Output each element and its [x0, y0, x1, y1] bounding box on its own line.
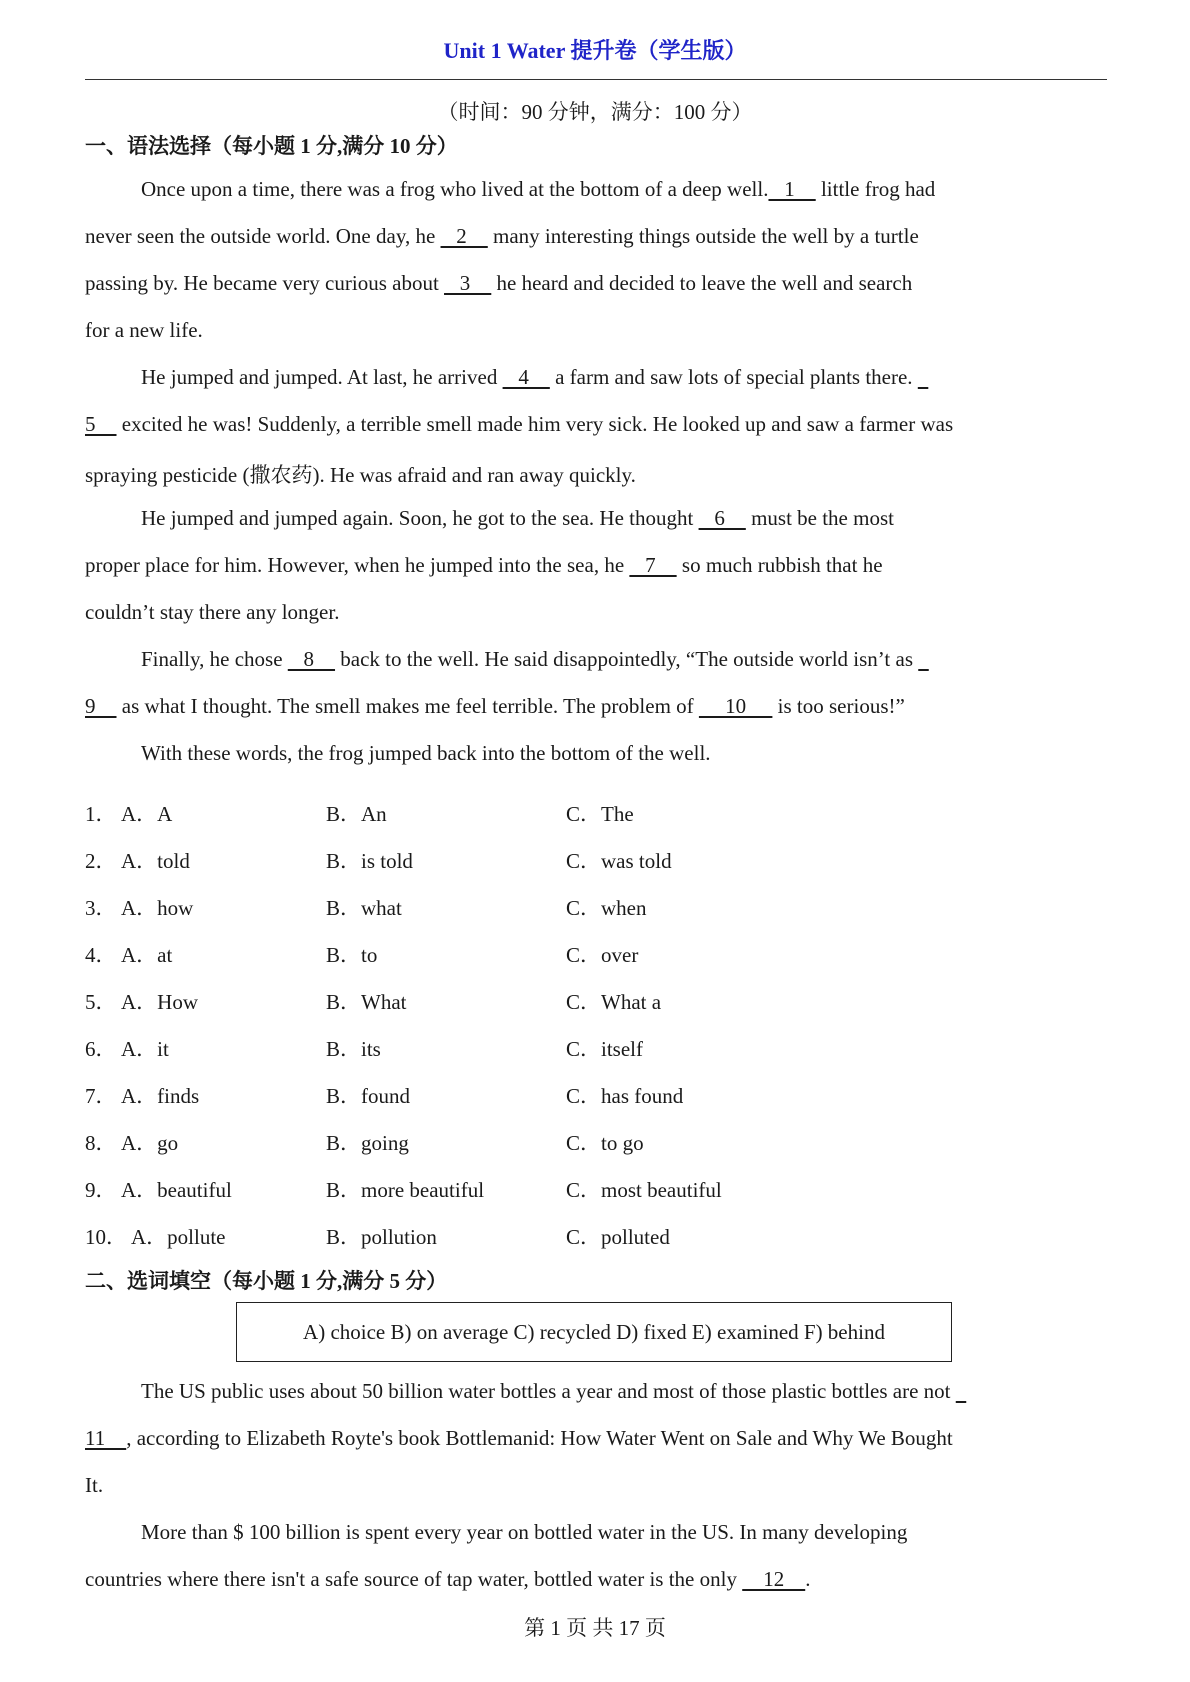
blank-12: 12: [742, 1567, 806, 1591]
word-bank-box: A) choice B) on average C) recycled D) fixed E) examined F) behind: [236, 1302, 952, 1362]
passage-1-line: never seen the outside world. One day, he 2 many interesting things outside the well by a turtle: [85, 224, 919, 248]
option-a: A．it: [121, 1037, 169, 1061]
passage-1-line: passing by. He became very curious about 3 he heard and decided to leave the well and search: [85, 271, 913, 295]
option-b: B．what: [326, 896, 402, 920]
passage-6-line: More than $ 100 billion is spent every year on bottled water in the US. In many developing: [141, 1520, 908, 1544]
passage-5-line: The US public uses about 50 billion water bottles a year and most of those plastic bottles are not: [85, 1379, 1107, 1404]
blank-11: 11: [85, 1426, 127, 1450]
option-row: 7． A．finds B．found C．has found: [85, 1080, 1107, 1110]
blank-7: 7: [629, 553, 677, 577]
passage-2-line: spraying pesticide (撒农药). He was afraid and ran away quickly.: [85, 463, 636, 487]
option-a: A．beautiful: [121, 1178, 232, 1202]
time-info: （时间：90 分钟，满分：100 分）: [437, 100, 753, 124]
section-2-heading: 二、选词填空（每小题 1 分,满分 5 分）: [85, 1269, 448, 1293]
option-b: B．pollution: [326, 1225, 437, 1249]
passage-3-line: couldn’t stay there any longer.: [85, 600, 340, 624]
blank-3: 3: [444, 271, 492, 295]
option-a: A．How: [121, 990, 198, 1014]
option-row: 6． A．it B．its C．itself: [85, 1033, 1107, 1063]
passage-1-line: for a new life.: [85, 318, 203, 342]
option-c: C．when: [566, 896, 647, 920]
option-b: B．more beautiful: [326, 1178, 485, 1202]
passage-3-line: He jumped and jumped again. Soon, he got to the sea. He thought 6 must be the most: [141, 506, 894, 530]
option-b: B．What: [326, 990, 407, 1014]
option-a: A．A: [121, 802, 173, 826]
passage-5-line: It.: [85, 1473, 104, 1497]
passage-2-line: 5 excited he was! Suddenly, a terrible smell made him very sick. He looked up and saw a farmer was: [85, 412, 954, 436]
passage-1-line: Once upon a time, there was a frog who lived at the bottom of a deep well. 1 little frog had: [141, 177, 936, 201]
option-c: C．to go: [566, 1131, 644, 1155]
option-a: A．pollute: [131, 1225, 226, 1249]
passage-4-line: Finally, he chose 8 back to the well. He said disappointedly, “The outside world isn’t as: [85, 647, 1107, 672]
document-title: Unit 1 Water 提升卷（学生版）: [443, 38, 747, 63]
option-b: B．found: [326, 1084, 410, 1108]
passage-5-line: 11 , according to Elizabeth Royte's book Bottlemanid: How Water Went on Sale and Why We Bought: [85, 1426, 953, 1450]
option-row: 2． A．told B．is told C．was told: [85, 845, 1107, 875]
blank-8: 8: [287, 647, 336, 671]
blank-9-start: [918, 647, 929, 672]
option-row: 1． A．A B．An C．The: [85, 798, 1107, 828]
option-c: C．itself: [566, 1037, 643, 1061]
option-row: 9． A．beautiful B．more beautiful C．most beautiful: [85, 1174, 1107, 1204]
blank-1: 1: [768, 177, 816, 201]
option-row: 8． A．go B．going C．to go: [85, 1127, 1107, 1157]
option-a: A．go: [121, 1131, 179, 1155]
blank-11-start: [956, 1379, 967, 1404]
option-row: 5． A．How B．What C．What a: [85, 986, 1107, 1016]
page-number: 第 1 页 共 17 页: [524, 1616, 666, 1640]
passage-3-line: proper place for him. However, when he jumped into the sea, he 7 so much rubbish that he: [85, 553, 883, 577]
blank-2: 2: [440, 224, 488, 248]
option-a: A．told: [121, 849, 190, 873]
option-c: C．What a: [566, 990, 662, 1014]
passage-4-line: 9 as what I thought. The smell makes me feel terrible. The problem of 10 is too serious!”: [85, 694, 905, 718]
passage-4-line: With these words, the frog jumped back into the bottom of the well.: [141, 741, 711, 765]
option-row: 3． A．how B．what C．when: [85, 892, 1107, 922]
option-b: B．to: [326, 943, 378, 967]
option-b: B．is told: [326, 849, 413, 873]
option-c: C．The: [566, 802, 634, 826]
option-row: 4． A．at B．to C．over: [85, 939, 1107, 969]
option-c: C．over: [566, 943, 639, 967]
option-a: A．at: [121, 943, 173, 967]
blank-4: 4: [502, 365, 550, 389]
passage-6-line: countries where there isn't a safe source of tap water, bottled water is the only 12 .: [85, 1567, 811, 1591]
blank-9: 9: [85, 694, 117, 718]
option-b: B．An: [326, 802, 387, 826]
option-row: 10． A．pollute B．pollution C．polluted: [85, 1221, 1107, 1251]
option-b: B．its: [326, 1037, 381, 1061]
option-c: C．was told: [566, 849, 672, 873]
section-1-heading: 一、语法选择（每小题 1 分,满分 10 分）: [85, 134, 458, 158]
blank-6: 6: [698, 506, 746, 530]
option-b: B．going: [326, 1131, 409, 1155]
option-c: C．most beautiful: [566, 1178, 722, 1202]
option-c: C．polluted: [566, 1225, 670, 1249]
option-a: A．finds: [121, 1084, 200, 1108]
blank-10: 10: [698, 694, 773, 718]
blank-5-start: [918, 365, 929, 390]
passage-2-line: He jumped and jumped. At last, he arrived 4 a farm and saw lots of special plants there.: [85, 365, 1107, 390]
header-divider: [85, 79, 1107, 80]
option-a: A．how: [121, 896, 194, 920]
option-c: C．has found: [566, 1084, 684, 1108]
blank-5: 5: [85, 412, 117, 436]
